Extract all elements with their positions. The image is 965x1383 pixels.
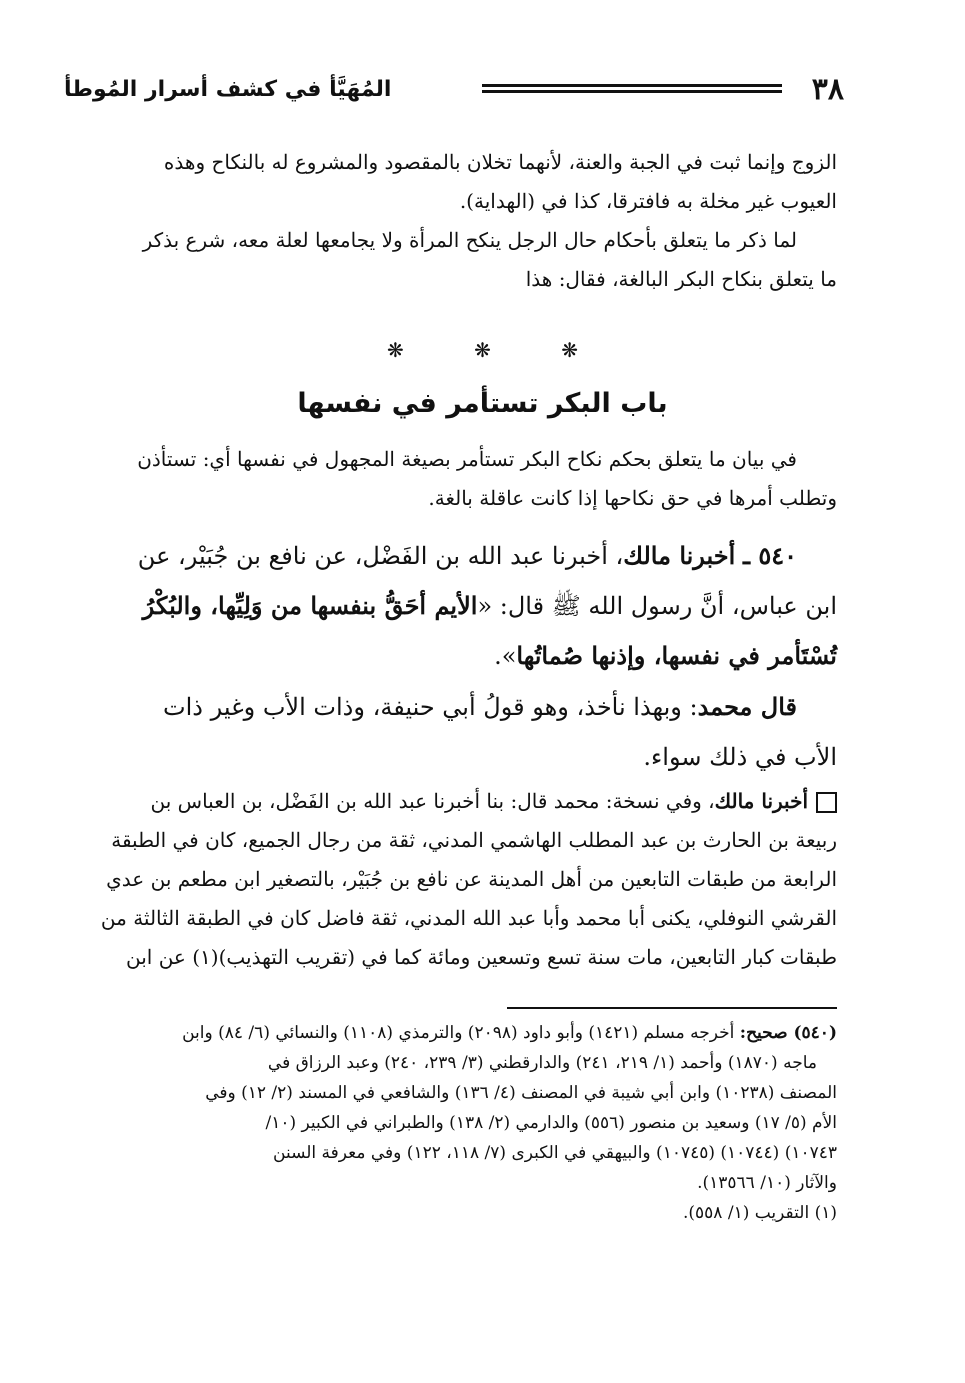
hadith-number: ٥٤٠ ـ (742, 541, 797, 570)
page-number: ٣٨ (811, 72, 844, 107)
footnote-line: ماجه (١٨٧٠) وأحمد (١/ ٢١٩، ٢٤١) والدارقطني (٣/ ٢٣٩، ٢٤٠) وعبد الرزاق في (267, 1053, 817, 1073)
hadith-line (67, 631, 837, 681)
footnote-line: والآثار (١٠/ ١٣٥٦٦). (697, 1173, 837, 1193)
running-header (64, 70, 844, 110)
book-title: المُهَيَّأ في كشف أسرار المُوطأ (64, 77, 392, 102)
text-line: وتطلب أمرها في حق نكاحها إذا كانت عاقلة بالغة. (428, 486, 837, 510)
explanation-line: القرشي النوفلي، يكنى أبا محمد وأبا عبد الله المدني، ثقة فاضل كان في الطبقة الثالثة من (100, 906, 837, 930)
section-separator (0, 338, 965, 362)
hadith-end: ». (494, 642, 517, 670)
star-ornament-icon: ❋ (386, 338, 404, 362)
explanation (67, 782, 837, 977)
chapter-explanation (67, 440, 837, 518)
header-rule-line (482, 90, 782, 93)
intro-paragraph (67, 143, 837, 299)
hadith-chain: ابن عباس، أنَّ رسول الله ﷺ قال: « (477, 592, 837, 620)
hadith-540 (67, 531, 837, 681)
text-line: في بيان ما يتعلق بحكم نكاح البكر تستأمر بصيغة المجهول في نفسها أي: تستأذن (137, 447, 797, 471)
commentary-line: الأب في ذلك سواء. (643, 743, 837, 771)
footnote-divider (507, 1007, 837, 1009)
explanation-line (67, 782, 837, 821)
header-rule (482, 84, 782, 96)
explanation-line: الرابعة من طبقات التابعين من أهل المدينة عن نافع بن جُبَيْر، بالتصغير ابن مطعم بن عدي (106, 867, 837, 891)
hadith-matn: الأيم أحَقُّ بنفسها من وَلِيِّها، والبُكْرُ (142, 591, 478, 620)
explanation-line: ربيعة بن الحارث بن عبد المطلب الهاشمي المدني، ثقة من رجال الجميع، كان في الطبقة (111, 828, 837, 852)
text-line: ما يتعلق بنكاح البكر البالغة، فقال: هذا (525, 267, 837, 291)
footnotes (67, 1018, 837, 1228)
footnote-line: الأم (٥/ ١٧) وسعيد بن منصور (٥٥٦) والدارمي (٢/ ١٣٨) والطبراني في الكبير (١٠/ (265, 1113, 837, 1133)
star-ornament-icon: ❋ (474, 338, 491, 362)
hadith-line (67, 531, 837, 581)
commentary (67, 682, 837, 782)
hadith-line (67, 581, 837, 631)
explanation-text: ، وفي نسخة: محمد قال: بنا أخبرنا عبد الله بن الفَضْل، بن العباس بن (150, 789, 715, 813)
commentary-text: : وبهذا نأخذ، وهو قولُ أبي حنيفة، وذات الأب وغير ذات (163, 693, 698, 721)
text-line: لما ذكر ما يتعلق بأحكام حال الرجل ينكح المرأة ولا يجامعها لعلة معه، شرع بذكر (142, 228, 797, 252)
commentary-line (67, 682, 837, 732)
explanation-line: طبقات كبار التابعين، مات سنة تسع وتسعين ومائة كما في (تقريب التهذيب)(١) عن ابن (125, 945, 837, 969)
hadith-chain: ، أخبرنا عبد الله بن الفَضْل، عن نافع بن جُبَيْر، عن (137, 542, 624, 570)
explanation-lead: أخبرنا مالك (714, 789, 808, 813)
commentary-speaker: قال محمد (697, 692, 797, 721)
header-rule-line (482, 84, 782, 87)
square-marker-icon (816, 792, 837, 813)
footnote-label: (٥٤٠) صحيح: (739, 1023, 837, 1043)
hadith-matn: تُسْتَأمر في نفسها، وإذنها صُماتُها (516, 641, 837, 670)
text-line: الزوج وإنما ثبت في الجبة والعنة، لأنهما تخلان بالمقصود والمشروع له بالنكاح وهذه (163, 150, 837, 174)
footnote-text: أخرجه مسلم (١٤٢١) وأبو داود (٢٠٩٨) والترمذي (١١٠٨) والنسائي (٦/ ٨٤) وابن (182, 1023, 740, 1043)
star-ornament-icon: ❋ (561, 338, 578, 362)
hadith-narrator: أخبرنا مالك (623, 541, 736, 570)
footnote-line: (١) التقريب (١/ ٥٥٨). (682, 1203, 837, 1223)
chapter-title: باب البكر تستأمر في نفسها (297, 388, 668, 419)
text-line: العيوب غير مخلة به فافترقا، كذا في (الهداية). (459, 189, 837, 213)
footnote-line (67, 1018, 837, 1048)
footnote-line: ١٠٧٤٣) (١٠٧٤٤) (١٠٧٤٥) والبيهقي في الكبرى (٧/ ١١٨، ١٢٢) وفي معرفة السنن (273, 1143, 837, 1163)
footnote-line: المصنف (١٠٢٣٨) وابن أبي شيبة في المصنف (٤/ ١٣٦) والشافعي في المسند (٢/ ١٢) وفي (205, 1083, 837, 1103)
